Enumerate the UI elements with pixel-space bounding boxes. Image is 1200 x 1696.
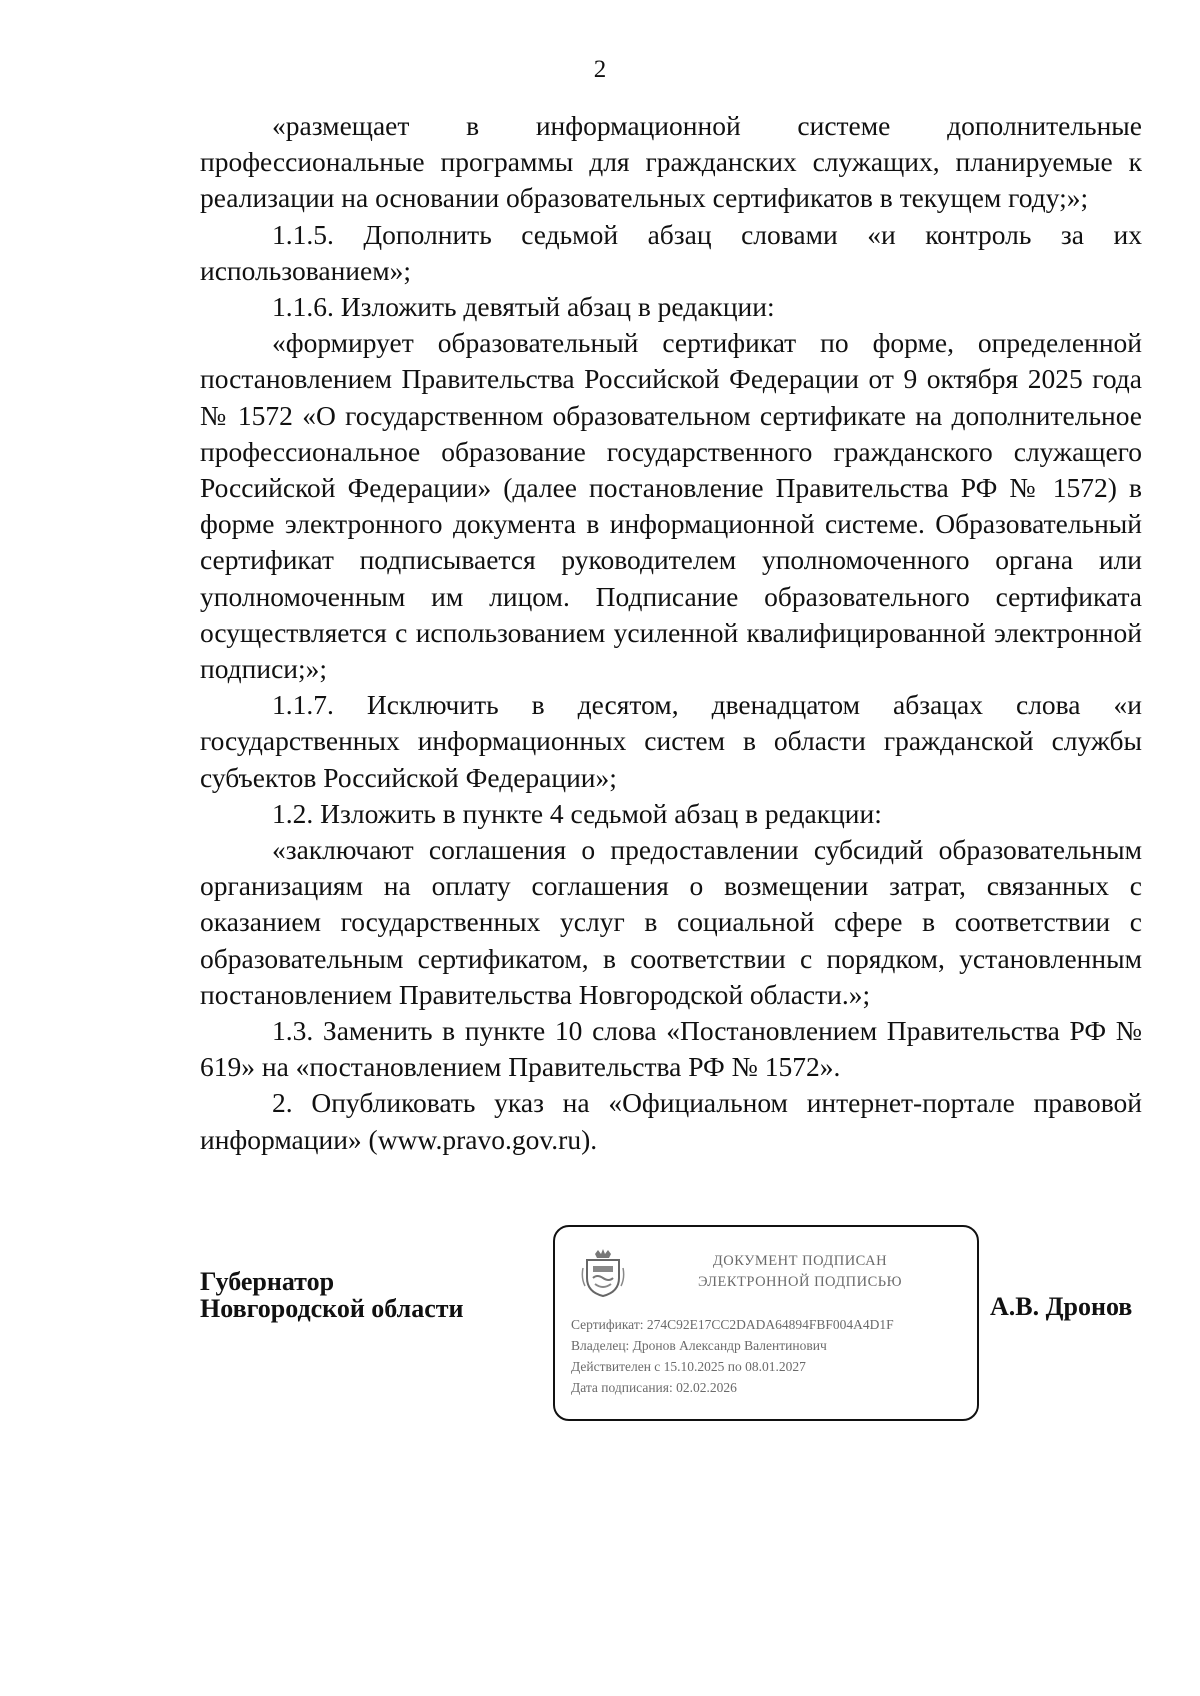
stamp-owner: Владелец: Дронов Александр Валентинович	[571, 1338, 827, 1353]
stamp-header-line1: ДОКУМЕНТ ПОДПИСАН	[712, 1253, 888, 1269]
paragraph-1-1-6: 1.1.6. Изложить девятый абзац в редакции:	[272, 291, 775, 323]
document-body	[200, 108, 1142, 1158]
paragraph-1-3: 1.3. Заменить в пункте 10 слова «Постановлением Правительства РФ № 619» на «постановлением Правительства РФ № 1572».	[200, 1015, 1142, 1083]
signer-title	[200, 1268, 464, 1322]
stamp-details	[571, 1314, 971, 1398]
stamp-certificate: Сертификат: 274C92E17CC2DADA64894FBF004A4D1F	[571, 1317, 894, 1332]
paragraph-1-2: 1.2. Изложить в пункте 4 седьмой абзац в редакции:	[272, 797, 882, 829]
stamp-signing-date: Дата подписания: 02.02.2026	[571, 1380, 737, 1395]
signer-title-line1: Губернатор	[200, 1267, 335, 1296]
stamp-header-line2: ЭЛЕКТРОННОЙ ПОДПИСЬЮ	[697, 1274, 903, 1290]
page-number: 2	[593, 56, 607, 83]
electronic-signature-stamp	[553, 1225, 979, 1421]
paragraph-1-1-7: 1.1.7. Исключить в десятом, двенадцатом абзацах слова «и государственных информационных систем в области гражданской службы субъектов Российской Федерации»;	[200, 689, 1142, 793]
paragraph-2: 2. Опубликовать указ на «Официальном интернет-портале правовой информации» (www.pravo.gov.ru).	[200, 1087, 1142, 1155]
paragraph-quote-certificate: «формирует образовательный сертификат по форме, определенной постановлением Правительства Российской Федерации от 9 октября 2025 года № 1572 «О государственном образовательном сертификате на дополнительное профессиональное образование государственного гражданского служащего Российской Федерации» (далее постановление Правительства РФ № 1572) в форме электронного документа в информационной системе. Образовательный сертификат подписывается руководителем уполномоченного органа или уполномоченным им лицом. Подписание образовательного сертификата осуществляется с использованием усиленной квалифицированной электронной подписи;»;	[200, 327, 1142, 685]
stamp-header	[645, 1251, 955, 1293]
coat-of-arms-icon	[581, 1248, 625, 1298]
signer-title-line2: Новгородской области	[200, 1294, 464, 1323]
signer-name: А.В. Дронов	[990, 1292, 1133, 1321]
signature-block	[0, 1225, 1200, 1425]
stamp-validity: Действителен с 15.10.2025 по 08.01.2027	[571, 1359, 806, 1374]
paragraph-quote-information-system: «размещает в информационной системе дополнительные профессиональные программы для гражданских служащих, планируемые к реализации на основании образовательных сертификатов в текущем году;»;	[200, 110, 1142, 214]
paragraph-quote-agreements: «заключают соглашения о предоставлении субсидий образовательным организациям на оплату соглашения о возмещении затрат, связанных с оказанием государственных услуг в социальной сфере в соответствии с образовательным сертификатом, в соответствии с порядком, установленным постановлением Правительства Новгородской области.»;	[200, 834, 1142, 1010]
paragraph-1-1-5: 1.1.5. Дополнить седьмой абзац словами «и контроль за их использованием»;	[200, 218, 1142, 286]
